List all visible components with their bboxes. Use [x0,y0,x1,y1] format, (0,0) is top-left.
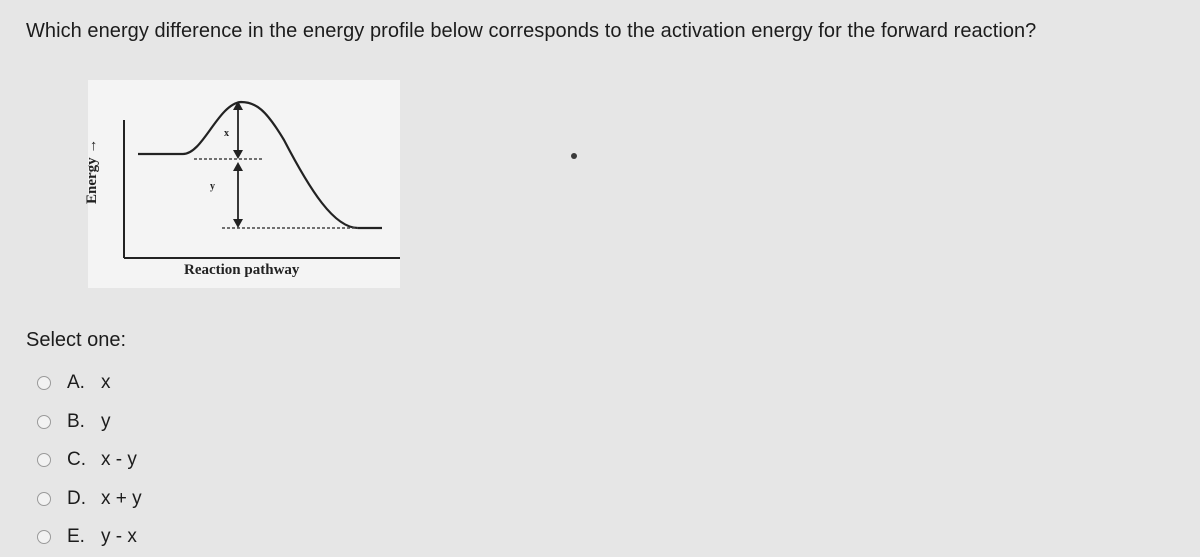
energy-profile-svg [88,80,400,288]
radio-button-d[interactable] [37,492,51,506]
option-e[interactable] [37,518,142,557]
x-axis-label: Reaction pathway [184,262,300,278]
energy-curve [138,102,382,228]
radio-button-b[interactable] [37,415,51,429]
option-text: y [101,410,111,432]
option-letter: E. [67,526,85,548]
energy-profile-diagram [84,80,400,288]
option-b[interactable] [37,403,142,442]
option-c[interactable] [37,441,142,480]
option-text: x - y [101,449,137,471]
option-letter: D. [67,487,86,509]
energy-label-y: y [210,181,215,192]
select-one-label: Select one: [26,329,127,351]
stray-dot [571,153,577,159]
radio-button-c[interactable] [37,453,51,467]
y-axis-label: Energy → [84,138,100,204]
option-text: y - x [101,526,137,548]
radio-button-a[interactable] [37,376,51,390]
question-text: Which energy difference in the energy profile below corresponds to the activation energy for the forward reaction? [26,20,1037,42]
energy-label-x: x [224,128,229,139]
option-d[interactable] [37,480,142,519]
option-text: x + y [101,487,142,509]
option-letter: A. [67,372,85,394]
option-text: x [101,372,111,394]
radio-button-e[interactable] [37,530,51,544]
answer-options [37,364,142,557]
option-letter: C. [67,449,86,471]
option-letter: B. [67,410,85,432]
option-a[interactable] [37,364,142,403]
